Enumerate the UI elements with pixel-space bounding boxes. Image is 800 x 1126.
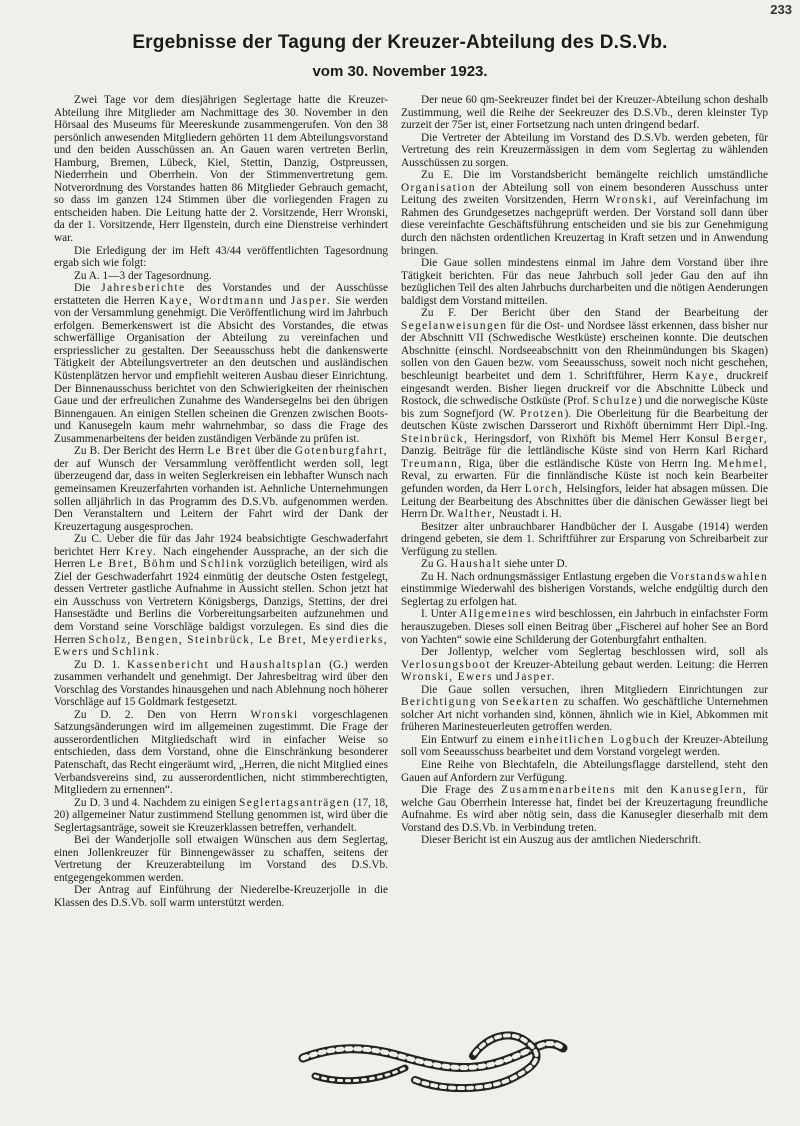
paragraph-blechtafeln: Eine Reihe von Blechtafeln, die Abteilungsflagge darstellend, steht den Gauen auf Anfordern zur Verfügung. <box>401 758 768 784</box>
paragraph-wanderjolle: Bei der Wanderjolle soll etwaigen Wünschen aus dem Seglertag, einen Jollenkreuzer für Binnengewässer zu schaffen, seitens der Vertretung der Kreuzerabteilung im Vorstand des D.S.Vb. entgegengekommen werden. <box>54 834 388 884</box>
paragraph-logbuch: Ein Entwurf zu einem einheitlichen Logbuch der Kreuzer-Abteilung soll vom Seeausschuss bearbeitet und dem Vorstand vorgelegt werden. <box>401 733 768 759</box>
page-number: 233 <box>770 2 792 17</box>
right-column <box>401 94 768 847</box>
paragraph-verlosungsboot: Der Jollentyp, welcher vom Seglertag beschlossen wird, soll als Verlosungsboot der Kreuzer-Abteilung gebaut werden. Leitung: die Herren Wronski, Ewers und Jasper. <box>401 646 768 684</box>
paragraph-seekreuzer: Der neue 60 qm-Seekreuzer findet bei der Kreuzer-Abteilung schon deshalb Zustimmung, weil die Reihe der Seekreuzer des D.S.Vb., deren kleinster Typ zurzeit der 75er ist, einer Fortsetzung nach unten dringend bedarf. <box>401 94 768 132</box>
paragraph-seglertagsantraege: Zu D. 3 und 4. Nachdem zu einigen Seglertagsanträgen (17, 18, 20) allgemeiner Natur zustimmend Stellung genommen ist, wird über die Seglertagsanträge, soweit sie Kreuzerklassen betreffen, verhandelt. <box>54 796 388 834</box>
paragraph-geschwaderfahrt: Zu C. Ueber die für das Jahr 1924 beabsichtigte Geschwaderfahrt berichtet Herr Krey. Nach eingehender Aussprache, an der sich die Herren Le Bret, Böhm und Schlink vorzüglich beteiligen, wird als Ziel der Geschwaderfahrt 1924 einmütig der deutsche Osten festgelegt, dessen Vertreter gastliche Aufnahme in Aussicht stellen. Schon jetzt hat ein Ausschuss von Vertretern Königsbergs, Danzigs, Stettins, der drei Hansestädte und Berlins die Vorbereitungsarbeiten aufzunehmen und dem Vorstand seine Vorschläge baldigst vorzulegen. Es sind dies die Herren Scholz, Bengen, Steinbrück, Le Bret, Meyerdierks, Ewers und Schlink. <box>54 533 389 659</box>
left-column <box>54 94 388 910</box>
paragraph-segelanweisungen: Zu F. Der Bericht über den Stand der Bearbeitung der Segelanweisungen für die Ost- und Nordsee lässt erkennen, dass bisher nur der Abschnitt VII (Schwedische Westküste) erscheinen konnte. Die deutschen Abschnitte (einschl. Nordseeabschnitt von den Rheinmündungen bis Skagen) sollen von den Gauen bezw. vom Seeausschuss, soweit noch nicht geschehen, beschleunigt bearbeitet und dem 1. Schriftführer, Herrn Kaye, druckreif eingesandt werden. Bisher liegen druckreif vor die Abschnitte Lübeck und Rostock, die schwedische Ostküste (Prof. Schulze) und die norwegische Küste bis zum Sognefjord (W. Protzen). Die Oberleitung für die Bearbeitung der deutschen Küste zwischen Darsserort und Rixhöft übernimmt Herr Dipl.-Ing. Steinbrück, Heringsdorf, von Rixhöft bis Memel Herr Konsul Berger, Danzig. Beiträge für die lettländische Küste sind von Herrn Karl Richard Treumann, Riga, über die estländische Küste von Herrn Ing. Mehmel, Reval, zu erwarten. Für die finnländische Küste ist noch kein Bearbeiter gefunden worden, da Herr Lorch, Helsingfors, leider hat absagen müssen. Die Leitung der Bearbeitung des Abschnittes über die dänischen Gewässer liegt bei Herrn Dr. Walther, Neustadt i. H. <box>401 307 768 521</box>
paragraph-satzung: Zu D. 2. Den von Herrn Wronski vorgeschlagenen Satzungsänderungen wird im allgemeinen zugestimmt. Die Frage der ausserordentlichen Mitgliedschaft wird in einfacher Weise so entschieden, dass dem Vorstand, ohne die Einschränkung besonderer Patenschaft, das Recht eingeräumt wird, „Herren, die nicht Mitglied eines Verbandsvereins sind, zu ausserordentlichen, nicht stimmberechtigten, Mitgliedern zu ernennen“. <box>54 708 388 797</box>
paragraph-gaue: Die Gaue sollen mindestens einmal im Jahre dem Vorstand über ihre Tätigkeit berichten. Für das neue Jahrbuch soll jeder Gau den auf ihn bezüglichen Teil des alten Jahrbuchs durcharbeiten und die nötigen Aenderungen baldigst dem Vorstand mitteilen. <box>401 257 768 307</box>
paragraph-haushalt: Zu G. Haushalt siehe unter D. <box>421 558 568 571</box>
paragraph-intro: Zwei Tage vor dem diesjährigen Seglertage hatte die Kreuzer-Abteilung ihre Mitglieder am Nachmittage des 30. November in den Hörsaal des Museums für Meereskunde zusammengerufen. Von den 38 persönlich anwesenden Mitgliedern gehörten 11 dem Abteilungsvorstand und den beiden Ausschüssen an. An Gauen waren vertreten Berlin, Hamburg, Bremen, Lübeck, Kiel, Stettin, Danzig, Ostpreussen, Niederrhein und Oberrhein. Von der Stimmenvertretung gem. Notverordnung des Vorstandes hatten 86 Mitglieder Gebrauch gemacht, so dass im ganzen 124 Stimmen über die vorliegenden Fragen zu entscheiden haben. Die Leitung hatte der 2. Vorsitzende, Herr Wronski, da der 1. Vorsitzende, Herr Ilgenstein, durch eine Dienstreise verhindert war. <box>54 94 388 245</box>
paragraph-gotenburgfahrt: Zu B. Der Bericht des Herrn Le Bret über die Gotenburgfahrt, der auf Wunsch der Versammlung veröffentlicht werden soll, legt überzeugend dar, dass in weiten Seglerkreisen ein lebhafter Wunsch nach gemeinsamen Kreuzerfahrten vorhanden ist. Aehnliche Unternehmungen sollen alljährlich in das Programm des D.S.Vb. aufgenommen werden. Den Veranstaltern und Leitern der Fahrt wird der Dank der Kreuzertagung ausgesprochen. <box>54 445 388 533</box>
paragraph-vertreter: Die Vertreter der Abteilung im Vorstand des D.S.Vb. werden gebeten, für Vertretung des rein Kreuzermässigen in dem vom Seglertag zu wählenden Ausschüssen zu sorgen. <box>401 131 768 169</box>
paragraph-allgemeines: I. Unter Allgemeines wird beschlossen, ein Jahrbuch in einfachster Form herauszugeben. Dieses soll einen Beitrag über „Fischerei auf hoher See an Bord von Yachten“ sowie eine Schilderung der Gotenburgfahrt enthalten. <box>401 608 768 646</box>
rope-knot-icon <box>295 1018 570 1098</box>
paragraph-seekarten: Die Gaue sollen versuchen, ihren Mitgliedern Einrichtungen zur Berichtigung von Seekarten zu schaffen. Wo geschäftliche Unternehmen solcher Art nicht vorhanden sind, können, ähnlich wie in Kiel, Abkommen mit früheren Marinesteuerleuten getroffen werden. <box>401 683 769 734</box>
paragraph-organisation: Zu E. Die im Vorstandsbericht bemängelte reichlich umständliche Organisation der Abteilung soll von einem besonderen Ausschuss unter Leitung des zweiten Vorsitzenden, Herrn Wronski, auf Vereinfachung im Rahmen des Grundgesetzes nachgeprüft werden. Der Vorstand soll dann über diese vereinfachte Geschäftsführung entscheiden und sie bis zur Genehmigung durch den nächsten ordentlichen Kreuzertag in Kraft setzen und in Anwendung bringen. <box>401 169 768 257</box>
paragraph-kassenbericht: Zu D. 1. Kassenbericht und Haushaltsplan (G.) werden zusammen verhandelt und genehmigt. Der Jahresbeitrag wird über den Vorschlag des Vorstandes hinausgehen und nach Ablehnung noch höherer Vorschläge auf 15 Goldmark festgesetzt. <box>54 658 388 709</box>
page-title: Ergebnisse der Tagung der Kreuzer-Abteilung des D.S.Vb. <box>132 32 668 53</box>
paragraph-agenda-a: Zu A. 1—3 der Tagesordnung. <box>74 269 212 282</box>
paragraph-kanusegler: Die Frage des Zusammenarbeitens mit den Kanuseglern, für welche Gau Oberrhein Interesse hat, findet bei der Kreuzertagung freundliche Aufnahme. Es wird aber nötig sein, dass die Kanusegler dieserhalb mit dem Vorstand des D.S.Vb. in Verbindung treten. <box>401 784 768 834</box>
paragraph-vorstandswahlen: Zu H. Nach ordnungsmässiger Entlastung ergeben die Vorstandswahlen einstimmige Wiederwahl des bisherigen Vorstands, welche endgültig durch den Seglertag zu erfolgen hat. <box>401 570 768 608</box>
paragraph-auszug: Dieser Bericht ist ein Auszug aus der amtlichen Niederschrift. <box>421 834 702 847</box>
paragraph-kreuzerjolle: Der Antrag auf Einführung der Niederelbe-Kreuzerjolle in die Klassen des D.S.Vb. soll warm unterstützt werden. <box>54 884 388 909</box>
paragraph-jahresberichte: Die Jahresberichte des Vorstandes und der Ausschüsse erstatteten die Herren Kaye, Wordtmann und Jasper. Sie werden von der Versammlung genehmigt. Die Veröffentlichung wird im Jahrbuch erfolgen. Bemerkenswert ist die Absicht des Vorstandes, die etwas schwerfällige Organisation der Abteilung zu vereinfachen und erspriesslicher zu gestalten. Der Seeausschuss hebt die dankenswerte Tätigkeit der Abteilungsvertreter an den deutschen und ausländischen Küstenplätzen hervor und empfiehlt weiteren Ausbau dieser Einrichtung. Der Binnenausschuss berichtet von den Schwierigkeiten der rheinischen Gaue und der erfreulichen Zunahme des Wandersegelns bei den übrigen Binnengauen. An einigen Stellen scheinen die Grenzen zwischen Boots- und Kanusegeln kaum mehr wahrnehmbar, so dass die Frage des Zusammenarbeitens der beiden zuständigen Verbände zu prüfen ist. <box>54 282 388 445</box>
paragraph-agenda: Die Erledigung der im Heft 43/44 veröffentlichten Tagesordnung ergab sich wie folgt: <box>54 244 388 270</box>
paragraph-handbuecher: Besitzer alter unbrauchbarer Handbücher der I. Ausgabe (1914) werden dringend gebeten, sie dem 1. Schriftführer zur Ersparung von Schreibarbeit zur Verfügung zu stellen. <box>401 520 768 558</box>
page-subtitle: vom 30. November 1923. <box>312 63 488 80</box>
